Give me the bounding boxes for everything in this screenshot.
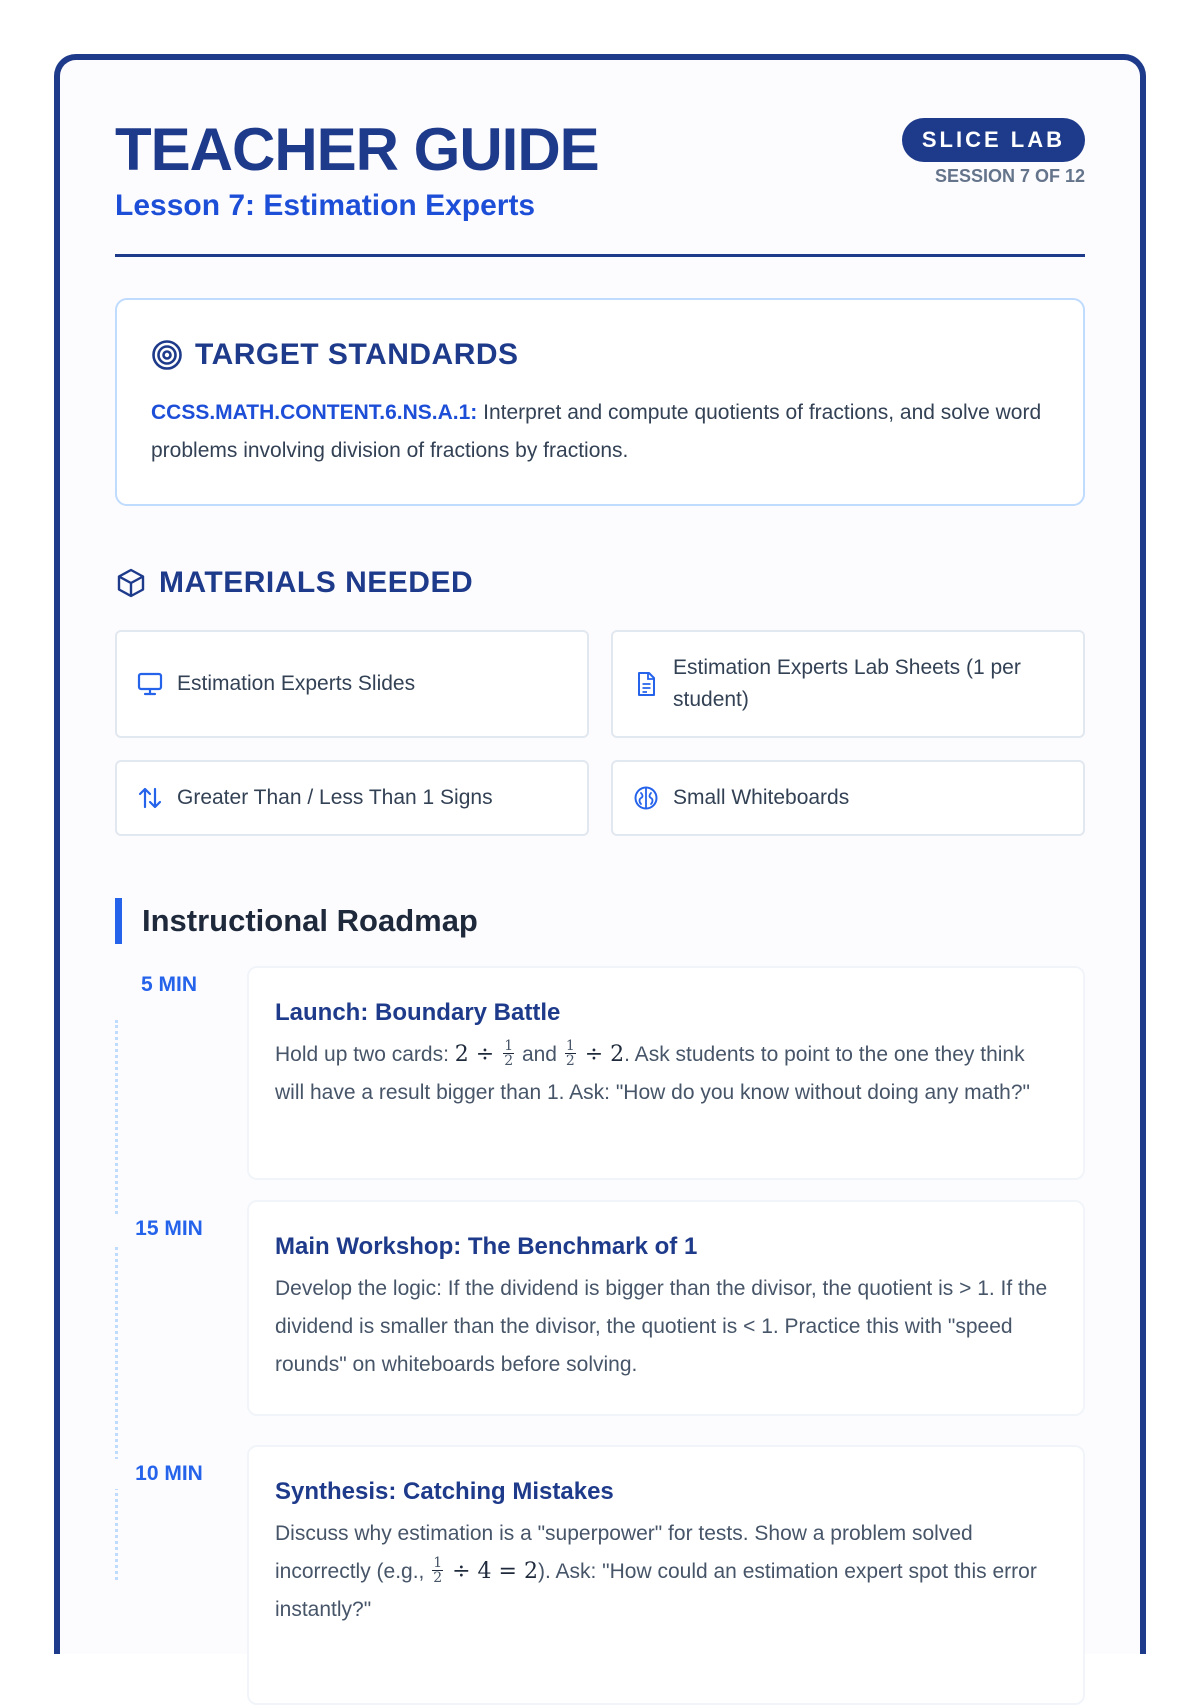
step-card [247,1200,1085,1416]
step-text: Discuss why estimation is a "superpower" for tests. Show a problem solved incorrectly (e.g., [275,1522,973,1583]
standard-description [151,394,1049,470]
material-label: Small Whiteboards [673,786,850,809]
arrows-up-down-icon [137,785,163,811]
step-body [275,1036,1057,1112]
step-card [247,966,1085,1180]
material-item [115,760,589,836]
math-expression: ÷ 4 = 2 [445,1559,538,1584]
slice-lab-badge: SLICE LAB [902,118,1085,162]
step-title: Synthesis: Catching Mistakes [275,1478,614,1505]
session-counter: SESSION 7 OF 12 [934,166,1085,186]
step-text: . Ask students to point to the one they think will have a result bigger than 1. Ask: "How do you know without doing any math?" [275,1043,1030,1104]
standard-text: Interpret and compute quotients of fractions, and solve word problems involving division of fractions by fractions. [151,401,1042,462]
material-label: Estimation Experts Slides [177,672,416,695]
target-standards-label: TARGET STANDARDS [195,338,519,371]
fraction-denominator: 2 [565,1052,575,1069]
step-text: Hold up two cards: [275,1043,455,1066]
page-title: TEACHER GUIDE [115,116,599,183]
materials-grid [115,630,1085,836]
teacher-guide-card [54,54,1146,1654]
step-time: 10 MIN [115,1459,223,1489]
step-title: Main Workshop: The Benchmark of 1 [275,1233,698,1260]
math-expression: 2 ÷ [454,1042,502,1067]
fraction [432,1556,443,1585]
target-standards-box [115,298,1085,506]
fraction-numerator: 1 [433,1554,443,1571]
step-card [247,1445,1085,1705]
material-item [611,630,1085,738]
materials-heading [115,566,473,600]
step-title: Launch: Boundary Battle [275,999,561,1026]
step-time: 5 MIN [115,970,223,1000]
materials-label: MATERIALS NEEDED [159,566,474,599]
step-text: and [516,1043,563,1066]
lesson-subtitle: Lesson 7: Estimation Experts [115,189,536,222]
header-divider [115,254,1085,257]
step-body: Develop the logic: If the dividend is bigger than the divisor, the quotient is > 1. If the dividend is smaller than the divisor, the quotient is < 1. Practice this with "speed rounds" on whiteboards before solving. [275,1277,1048,1376]
material-item [611,760,1085,836]
fraction-numerator: 1 [504,1037,514,1054]
timeline-line [115,1020,118,1580]
material-label: Greater Than / Less Than 1 Signs [177,786,493,809]
step-text: ). Ask: "How could an estimation expert spot this error instantly?" [275,1560,1037,1621]
document-icon [633,671,659,697]
math-expression: ÷ 2 [577,1042,625,1067]
roadmap-heading: Instructional Roadmap [115,898,478,944]
fraction-denominator: 2 [433,1569,443,1586]
cube-icon [115,567,147,599]
fraction-denominator: 2 [504,1052,514,1069]
monitor-icon [137,671,163,697]
standard-code: CCSS.MATH.CONTENT.6.NS.A.1: [151,401,478,424]
target-icon [151,339,183,371]
step-time: 15 MIN [115,1214,223,1244]
fraction [503,1039,514,1068]
brain-icon [633,785,659,811]
fraction [565,1039,576,1068]
material-item [115,630,589,738]
target-standards-heading [151,338,1049,372]
step-body [275,1515,1057,1629]
material-label: Estimation Experts Lab Sheets (1 per student) [673,656,1021,711]
fraction-numerator: 1 [565,1037,575,1054]
